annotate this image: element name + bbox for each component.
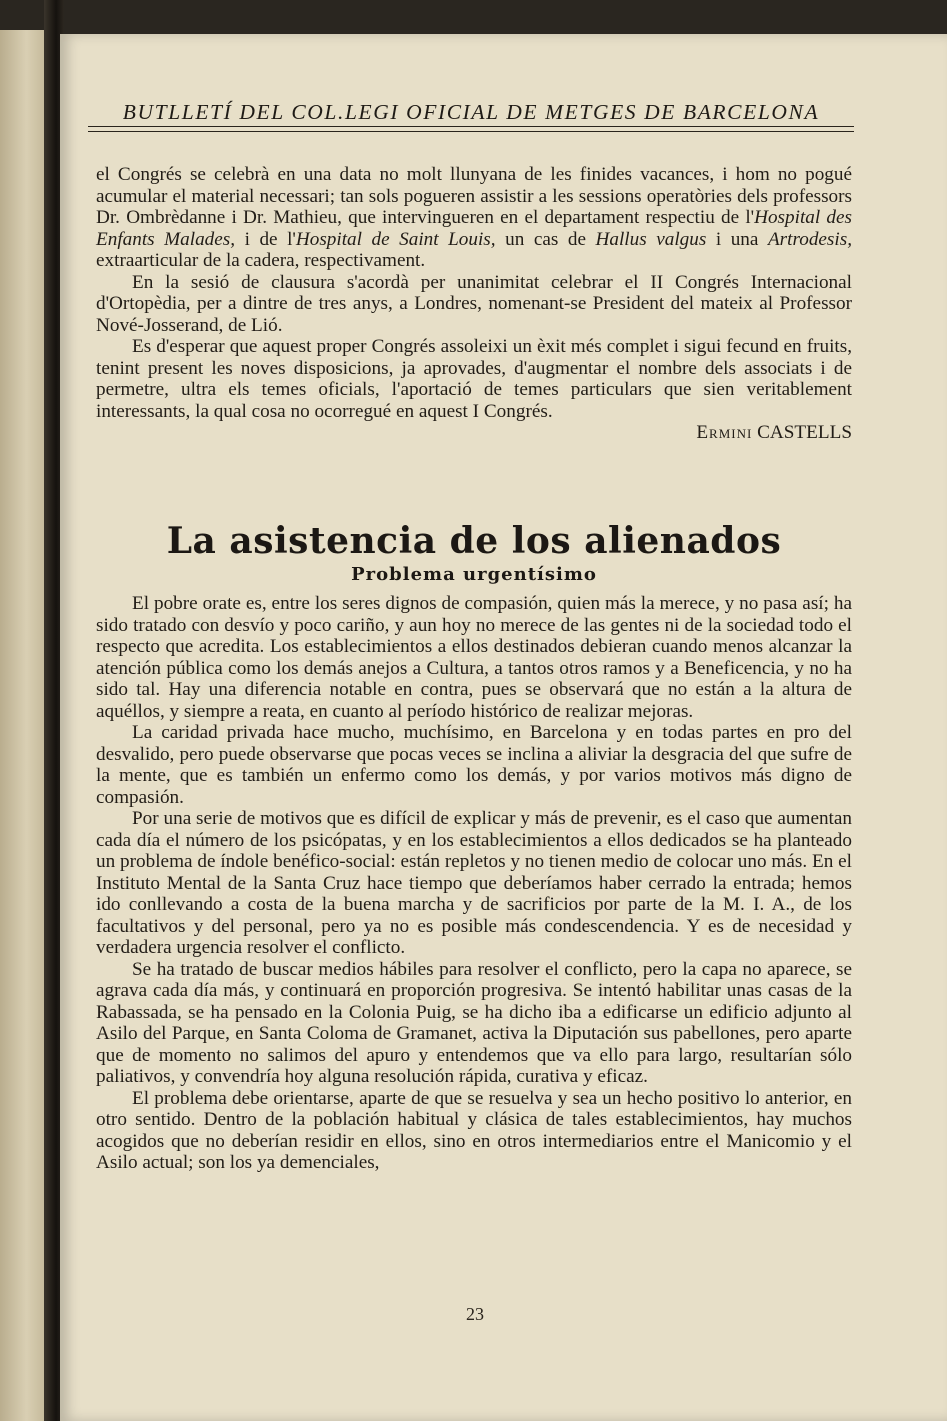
page-number: 23 [466,1304,484,1324]
article-paragraph: Por una serie de motivos que es difícil de explicar y más de prevenir, es el caso que aumentan cada día el número de los psicópatas, y en los establecimientos a ellos dedicados se ha planteado un problema de índole benéfico-social: están repletos y no tienen medio de colocar uno más. En el Instituto Mental de la Santa Cruz hace tiempo que deberíamos haber cerrado la entrada; hemos ido conllevando a costa de la buena marcha y de sacrificios por parte de la M. I. A., de los facultativos y del personal, pero ya no es posible más condescendencia. Y es de necesidad y verdadera urgencia resolver el conflicto. [96,808,852,958]
previous-article [96,164,852,444]
article-paragraph: El pobre orate es, entre los seres dignos de compasión, quien más la merece, y no pasa así; ha sido tratado con desvío y poco cariño, y aun hoy no merece de las gentes ni de la sociedad todo el respecto que acredita. Los establecimientos a ellos destinados debieran cuando menos alcanzar la atención pública como los demás anejos a Cultura, a tantos otros ramos y a Beneficencia, y no ha sido tal. Hay una diferencia notable en contra, pues se observará que no están a la altura de aquéllos, y siempre a reata, en cuanto al período histórico de realizar mejoras. [96,593,852,722]
previous-article-paragraph: En la sesió de clausura s'acordà per unanimitat celebrar el II Congrés Internacional d'Ortopèdia, per a dintre de tres anys, a Londres, nomenant-se President del mateix al Professor Nové-Josserand, de Lió. [96,271,852,336]
article-paragraph: Se ha tratado de buscar medios hábiles para resolver el conflicto, pero la capa no aparece, se agrava cada día más, y continuará en proporción progresiva. Se intentó habilitar unas casas de la Rabassada, se ha pensado en la Colonia Puig, se ha dicho iba a edificarse un edificio adjunto al Asilo del Parque, en Santa Coloma de Gramanet, activa la Diputación sus pabellones, pero aparte que de momento no salimos del apuro y entendemos que va ello para largo, resultarían sólo paliativos, y convendría hoy alguna resolución rápida, curativa y eficaz. [96,958,852,1087]
running-header: BUTLLETÍ DEL COL.LEGI OFICIAL DE METGES DE BARCELONA [122,100,820,124]
article-subtitle: Problema urgentísimo [351,564,597,585]
article-body [96,593,852,1174]
header-rule-top [88,126,854,127]
article-title: La asistencia de los alienados [166,520,782,562]
previous-article-paragraph: Es d'esperar que aquest proper Congrés assoleixi un èxit més complet i sigui fecund en fruits, tenint present les noves disposicions, ja aprovades, d'augmentar el nombre dels associats i de permetre, ultra els temes oficials, l'aportació de temes particulars que sien veritablement interessants, la qual cosa no ocorregué en aquest I Congrés. Ermini CASTELLS [96,336,852,443]
adjacent-page-edge [0,30,44,1421]
previous-article-paragraph: el Congrés se celebrà en una data no molt llunyana de les finides vacances, i hom no pogué acumular el material necessari; tan sols pogueren assistir a les sessions operatòries dels professors Dr. Ombrèdanne i Dr. Mathieu, que intervingueren en el departament respectiu de l'Hospital des Enfants Malades, i de l'Hospital de Saint Louis, un cas de Hallus valgus i una Artrodesis, extraarticular de la cadera, respectivament. [96,164,852,271]
header-rule-bottom [88,131,854,132]
article-paragraph: La caridad privada hace mucho, muchísimo, en Barcelona y en todas partes en pro del desvalido, pero puede observarse que pocas veces se inclina a aliviar la desgracia del que sufre de la mente, que es también un enfermo como los demás, y por varios motivos más digno de compasión. [96,722,852,808]
author-signature: Ermini CASTELLS [696,422,852,443]
article-paragraph: El problema debe orientarse, aparte de que se resuelva y sea un hecho positivo lo anterior, en otro sentido. Dentro de la población habitual y clásica de tales establecimientos, hay muchos acogidos que no deberían residir en ellos, sino en otros intermediarios entre el Manicomio y el Asilo actual; son los ya demenciales, [96,1087,852,1173]
